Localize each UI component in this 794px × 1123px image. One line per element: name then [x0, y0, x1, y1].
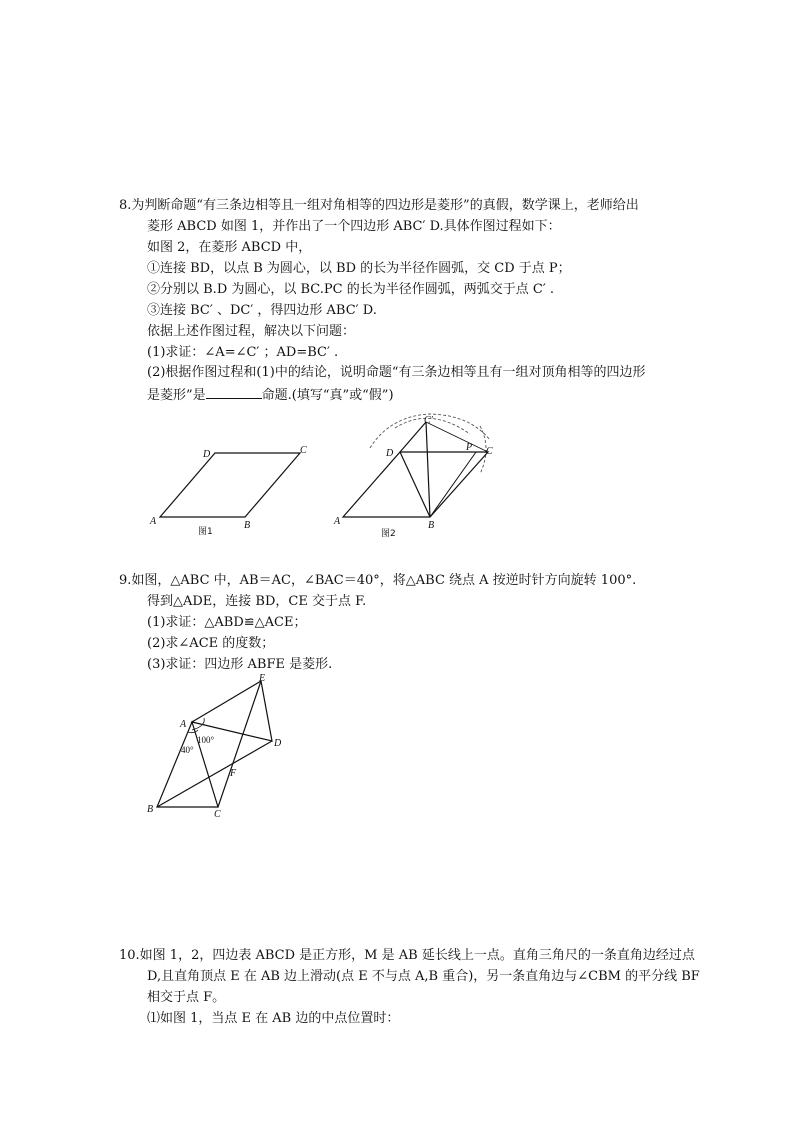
q9-part-2: (2)求∠ACE 的度数； [147, 636, 275, 651]
q8-task: 依据上述作图过程，解决以下问题： [147, 324, 356, 339]
label-c: C [486, 446, 493, 457]
q10-line-3: 相交于点 F。 [147, 990, 226, 1005]
q10-line-2: D,且直角顶点 E 在 AB 边上滑动(点 E 不与点 A,B 重合)，另一条直角边与∠CBM 的平分线 BF [147, 969, 700, 984]
label-a: A [334, 516, 341, 527]
label-f: F [230, 768, 237, 779]
rhombus-abcd [160, 453, 300, 517]
segment-ce [218, 681, 261, 807]
q9-part-1: (1)求证：△ABD≌△ACE； [147, 615, 307, 630]
q8-part-2-line-2 [147, 384, 394, 406]
label-c: C [214, 809, 221, 820]
triangle-ade [192, 681, 272, 741]
label-e: E [259, 673, 266, 684]
q8-part-2-prefix: 是菱形”是 [147, 388, 206, 403]
label-c: C [300, 445, 307, 456]
q9-part-3: (3)求证：四边形 ABFE 是菱形. [147, 657, 333, 672]
segment-bp [430, 452, 476, 517]
label-d: D [386, 448, 394, 459]
q9-line-1: 9.如图，△ABC 中，AB＝AC，∠BAC＝40°，将△ABC 绕点 A 按逆时针方向旋转 100°. [119, 573, 637, 588]
q8-intro-line-2: 菱形 ABCD 如图 1，并作出了一个四边形 ABC′ D.具体作图过程如下： [147, 219, 561, 234]
angle-40-arc [188, 730, 198, 733]
q9-line-2: 得到△ADE，连接 BD，CE 交于点 F. [147, 594, 367, 609]
label-d: D [274, 738, 282, 749]
q8-step-3: ③连接 BC′ 、DC′ ，得四边形 ABC′ D. [147, 303, 377, 318]
label-a: A [150, 516, 157, 527]
label-p: P [466, 442, 473, 453]
q8-figure-1 [140, 440, 320, 540]
segment-bc-prime [426, 422, 430, 517]
figure-1-caption: 图1 [198, 527, 213, 537]
q8-figure-2 [330, 408, 510, 543]
q10-line-1: 10.如图 1，2，四边表 ABCD 是正方形，M 是 AB 延长线上一点。直角三角尺的一条直角边经过点 [119, 948, 695, 963]
label-b: B [428, 520, 435, 531]
answer-blank[interactable] [206, 384, 262, 399]
segment-dc-prime [400, 422, 426, 452]
q8-step-1: ①连接 BD，以点 B 为圆心，以 BD 的长为半径作圆弧，交 CD 于点 P； [147, 261, 571, 276]
q8-step-0: 如图 2，在菱形 ABCD 中， [147, 240, 312, 255]
q8-part-1: (1)求证：∠A=∠C′ ；AD=BC′ . [147, 345, 339, 360]
segment-bd [400, 452, 430, 517]
q8-step-2: ②分别以 B.D 为圆心，以 BC.PC 的长为半径作圆弧，两弧交于点 C′ . [147, 282, 555, 297]
angle-100-label: 100° [197, 735, 215, 745]
q8-part-2-line-1: (2)根据作图过程和(1)中的结论，说明命题“有三条边相等且有一组对顶角相等的四边形 [147, 365, 646, 380]
figure-2-caption: 图2 [381, 529, 396, 539]
q8-part-2-suffix: 命题.(填写“真”或“假”) [261, 388, 394, 403]
label-b: B [147, 804, 154, 815]
label-d: D [203, 449, 211, 460]
label-a: A [180, 719, 187, 730]
q10-part-1: ⑴如图 1，当点 E 在 AB 边的中点位置时： [147, 1011, 400, 1026]
q9-figure [140, 670, 300, 825]
q8-intro-line-1: 8.为判断命题“有三条边相等且一组对角相等的四边形是菱形”的真假，数学课上，老师给出 [119, 198, 639, 213]
angle-40-label: 40° [181, 745, 194, 755]
label-b: B [244, 520, 251, 531]
label-c-prime: C′ [424, 415, 433, 426]
